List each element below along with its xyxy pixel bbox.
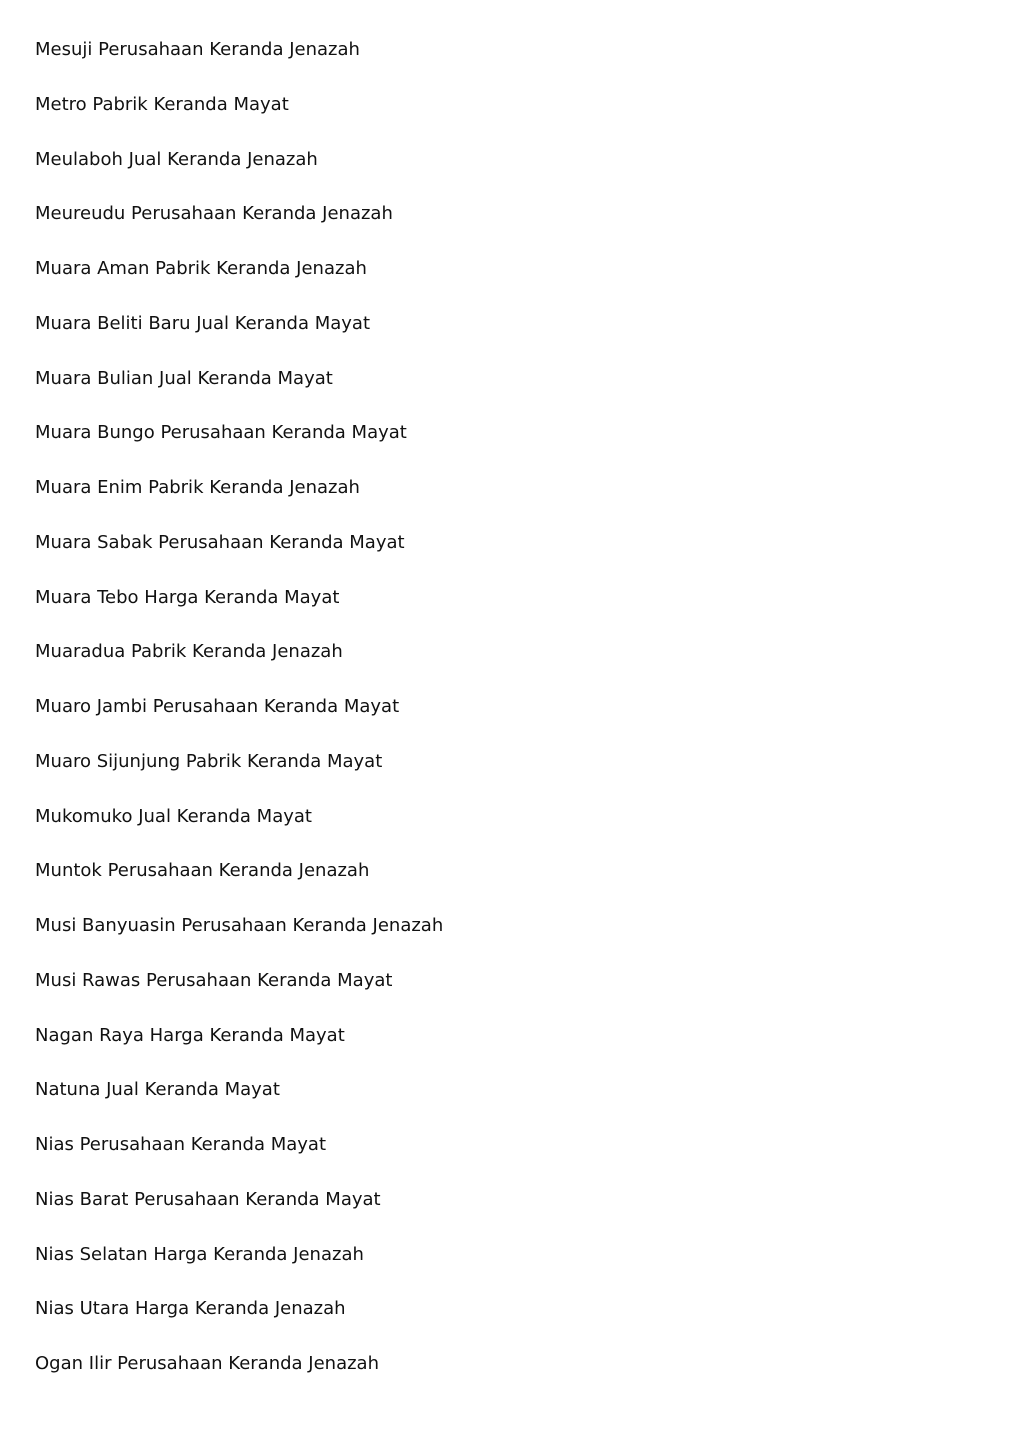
- list-item: Ogan Ilir Perusahaan Keranda Jenazah: [35, 1353, 379, 1374]
- list-item: Nagan Raya Harga Keranda Mayat: [35, 1024, 345, 1046]
- list-item: Muaradua Pabrik Keranda Jenazah: [35, 641, 343, 663]
- list-item: Muara Beliti Baru Jual Keranda Mayat: [35, 312, 371, 334]
- list-item: Meureudu Perusahaan Keranda Jenazah: [35, 203, 393, 225]
- list-item: Mukomuko Jual Keranda Mayat: [35, 805, 312, 827]
- list-item: Muntok Perusahaan Keranda Jenazah: [35, 860, 370, 882]
- list-item: Muara Aman Pabrik Keranda Jenazah: [35, 258, 367, 279]
- list-item: Musi Banyuasin Perusahaan Keranda Jenazah: [35, 915, 444, 936]
- keyword-list: [35, 36, 443, 1405]
- list-item: Nias Barat Perusahaan Keranda Mayat: [35, 1188, 381, 1210]
- list-item: Mesuji Perusahaan Keranda Jenazah: [35, 39, 360, 60]
- list-item: Nias Utara Harga Keranda Jenazah: [35, 1298, 346, 1320]
- list-item: Nias Perusahaan Keranda Mayat: [35, 1134, 326, 1155]
- list-item: Muara Bungo Perusahaan Keranda Mayat: [35, 422, 407, 444]
- list-item: Natuna Jual Keranda Mayat: [35, 1079, 280, 1101]
- list-item: Nias Selatan Harga Keranda Jenazah: [35, 1243, 364, 1265]
- list-item: Meulaboh Jual Keranda Jenazah: [35, 148, 318, 170]
- list-item: Metro Pabrik Keranda Mayat: [35, 93, 289, 115]
- list-item: Muara Tebo Harga Keranda Mayat: [35, 586, 340, 608]
- list-item: Muaro Jambi Perusahaan Keranda Mayat: [35, 696, 400, 717]
- list-item: Muara Bulian Jual Keranda Mayat: [35, 367, 333, 389]
- list-item: Musi Rawas Perusahaan Keranda Mayat: [35, 969, 393, 991]
- list-item: Muara Sabak Perusahaan Keranda Mayat: [35, 531, 405, 553]
- list-item: Muara Enim Pabrik Keranda Jenazah: [35, 477, 360, 498]
- list-item: Muaro Sijunjung Pabrik Keranda Mayat: [35, 750, 383, 772]
